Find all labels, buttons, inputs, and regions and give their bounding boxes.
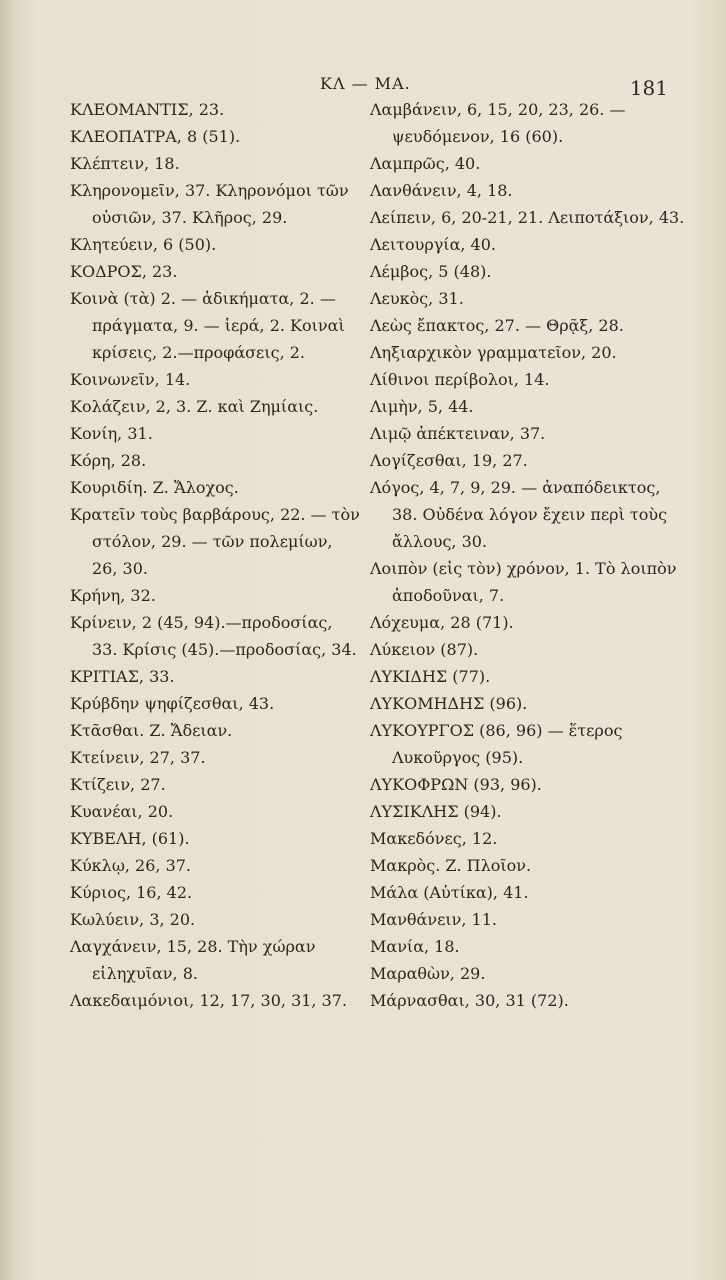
index-entry: Λαμβάνειν, 6, 15, 20, 23, 26. — ψευδόμενον, 16 (60). — [370, 100, 626, 146]
index-entry: Μανθάνειν, 11. — [370, 910, 497, 929]
index-entry: Κουριδίη. Ζ. Ἄλοχος. — [70, 478, 239, 497]
index-entry: Κρατεῖν τοὺς βαρβάρους, 22. — τὸν στόλον, 29. — τῶν πολεμίων, 26, 30. — [70, 505, 360, 578]
index-entry: Κληρονομεῖν, 37. Κληρονόμοι τῶν οὐσιῶν, 37. Κλῆρος, 29. — [70, 181, 349, 227]
index-entry: Λίθινοι περίβολοι, 14. — [370, 370, 550, 389]
index-entry: Μακεδόνες, 12. — [370, 829, 498, 848]
index-entry: Λαγχάνειν, 15, 28. Τὴν χώραν εἰληχυῖαν, 8. — [70, 937, 316, 983]
index-entry: Λόχευμα, 28 (71). — [370, 613, 514, 632]
index-entry: Λοιπὸν (εἰς τὸν) χρόνον, 1. Τὸ λοιπὸν ἀποδοῦναι, 7. — [370, 559, 677, 605]
index-entry: ΚΛΕΟΠΑΤΡΑ, 8 (51). — [70, 127, 241, 146]
index-entry: Λύκειον (87). — [370, 640, 479, 659]
index-entry: Μανία, 18. — [370, 937, 460, 956]
index-column-right — [370, 96, 690, 1014]
index-entry: Κύριος, 16, 42. — [70, 883, 193, 902]
index-entry: ΚΡΙΤΙΑΣ, 33. — [70, 667, 175, 686]
running-head: ΚΛ — ΜΑ. — [320, 74, 411, 93]
index-entry: Λιμῷ ἀπέκτειναν, 37. — [370, 424, 546, 443]
index-entry: Κοινὰ (τὰ) 2. — ἀδικήματα, 2. — πράγματα, 9. — ἱερά, 2. Κοιναὶ κρίσεις, 2.—προφάσεις, 2. — [70, 289, 345, 362]
index-entry: Μακρὸς. Ζ. Πλοῖον. — [370, 856, 532, 875]
index-entry: Λογίζεσθαι, 19, 27. — [370, 451, 528, 470]
index-entry: Λαμπρῶς, 40. — [370, 154, 481, 173]
index-entry: Λειτουργία, 40. — [370, 235, 496, 254]
index-entry: Λέμβος, 5 (48). — [370, 262, 492, 281]
index-entry: ΛΥΣΙΚΛΗΣ (94). — [370, 802, 502, 821]
index-entry: Κλέπτειν, 18. — [70, 154, 180, 173]
index-entry: Κονίη, 31. — [70, 424, 153, 443]
index-entry: Κυανέαι, 20. — [70, 802, 174, 821]
index-entry: Κύκλῳ, 26, 37. — [70, 856, 192, 875]
index-entry: ΚΛΕΟΜΑΝΤΙΣ, 23. — [70, 100, 225, 119]
index-entry: ΛΥΚΙΔΗΣ (77). — [370, 667, 491, 686]
index-column-left — [70, 96, 360, 1014]
index-entry: ΚΥΒΕΛΗ, (61). — [70, 829, 190, 848]
index-entry: ΛΥΚΟΥΡΓΟΣ (86, 96) — ἕτερος Λυκοῦργος (95). — [370, 721, 623, 767]
index-entry: Κτίζειν, 27. — [70, 775, 166, 794]
index-entry: Κτείνειν, 27, 37. — [70, 748, 206, 767]
index-entry: Λακεδαιμόνιοι, 12, 17, 30, 31, 37. — [70, 991, 348, 1010]
index-entry: Κρύβδην ψηφίζεσθαι, 43. — [70, 694, 275, 713]
index-entry: Κρίνειν, 2 (45, 94).—προδοσίας, 33. Κρίσις (45).—προδοσίας, 34. — [70, 613, 357, 659]
index-entry: Κωλύειν, 3, 20. — [70, 910, 196, 929]
index-entry: Κρήνη, 32. — [70, 586, 156, 605]
index-entry: ΛΥΚΟΦΡΩΝ (93, 96). — [370, 775, 542, 794]
index-entry: Κτᾶσθαι. Ζ. Ἄδειαν. — [70, 721, 233, 740]
index-entry: Λευκὸς, 31. — [370, 289, 464, 308]
index-entry: Λόγος, 4, 7, 9, 29. — ἀναπόδεικτος, 38. Οὐδένα λόγον ἔχειν περὶ τοὺς ἄλλους, 30. — [370, 478, 668, 551]
page-number: 181 — [629, 76, 668, 100]
index-entry: ΚΟΔΡΟΣ, 23. — [70, 262, 178, 281]
index-entry: Λείπειν, 6, 20-21, 21. Λειποτάξιον, 43. — [370, 208, 685, 227]
index-entry: Κόρη, 28. — [70, 451, 147, 470]
index-entry: Λεὼς ἔπακτος, 27. — Θρᾷξ, 28. — [370, 316, 624, 335]
index-entry: Κοινωνεῖν, 14. — [70, 370, 191, 389]
index-entry: Μάλα (Αὐτίκα), 41. — [370, 883, 529, 902]
index-entry: Μάρνασθαι, 30, 31 (72). — [370, 991, 569, 1010]
index-entry: Κολάζειν, 2, 3. Ζ. καὶ Ζημίαις. — [70, 397, 319, 416]
index-entry: Μαραθὼν, 29. — [370, 964, 486, 983]
index-entry: Ληξιαρχικὸν γραμματεῖον, 20. — [370, 343, 617, 362]
index-entry: Λανθάνειν, 4, 18. — [370, 181, 513, 200]
index-entry: Κλητεύειν, 6 (50). — [70, 235, 217, 254]
index-entry: Λιμὴν, 5, 44. — [370, 397, 474, 416]
index-entry: ΛΥΚΟΜΗΔΗΣ (96). — [370, 694, 528, 713]
